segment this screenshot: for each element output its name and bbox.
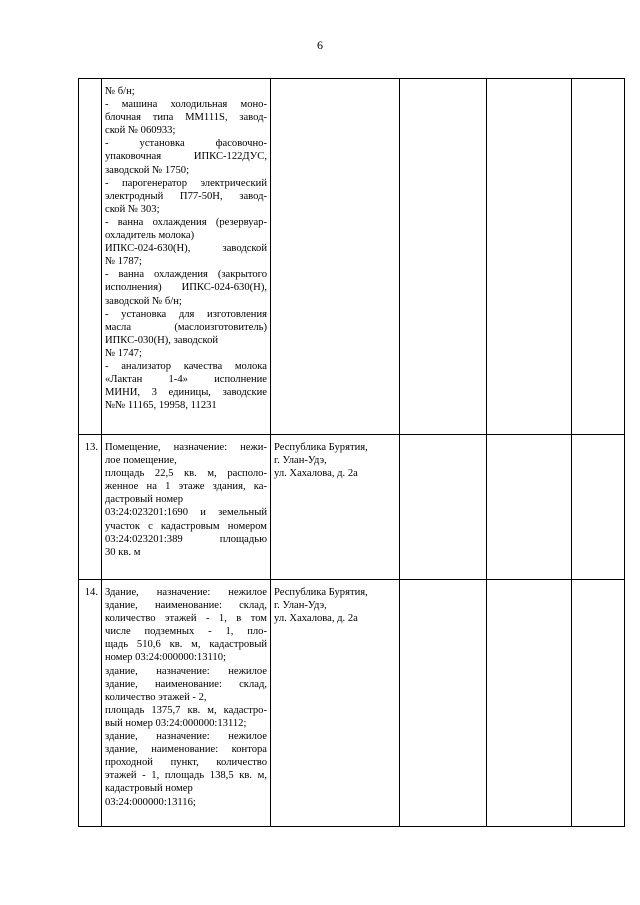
row-number: 13.	[84, 442, 98, 453]
description-line: заводской № б/н;	[105, 295, 182, 307]
description-line: площадь 1375,7 кв. м, кадастро-	[105, 704, 267, 716]
description-line: №№ 11165, 19958, 11231	[105, 400, 217, 412]
description-line: - ванна охлаждения (закрытого	[105, 269, 267, 281]
address-line: Республика Бурятия,	[274, 587, 368, 598]
empty-cell-c	[572, 79, 625, 435]
description-line: электродный П77-50Н, завод-	[105, 190, 267, 202]
empty-cell-a	[400, 79, 487, 435]
description-line: ской № 060933;	[105, 125, 176, 137]
row-number: 14.	[84, 587, 98, 598]
table-row	[79, 435, 625, 580]
table-row	[79, 580, 625, 827]
empty-cell-b	[487, 79, 572, 435]
address-line: ул. Хахалова, д. 2а	[274, 613, 358, 625]
description-line: здание, наименование: склад,	[105, 678, 267, 690]
description-line: участок с кадастровым номером	[105, 520, 267, 532]
empty-cell-b	[487, 580, 572, 827]
row-number-cell	[79, 79, 102, 435]
empty-cell-a	[400, 580, 487, 827]
description-line: - парогенератор электрический	[105, 177, 267, 189]
description-line: - установка для изготовления	[105, 308, 267, 320]
address-line: Республика Бурятия,	[274, 442, 368, 453]
description-line: кадастровый номер	[105, 783, 193, 795]
page-number: 6	[317, 38, 323, 52]
table-row	[79, 79, 625, 435]
description-line: здание, наименование: контора	[105, 744, 267, 756]
description-line: числе подземных - 1, пло-	[105, 626, 267, 638]
description-line: Здание, назначение: нежилое	[105, 587, 267, 598]
address-cell	[271, 79, 400, 435]
description-line: заводской № 1750;	[105, 164, 190, 176]
description-line: исполнения) ИПКС-024-630(Н),	[105, 282, 267, 294]
description-line: 03:24:023201:389 площадью	[105, 533, 267, 545]
description-line: - анализатор качества молока	[105, 360, 267, 372]
empty-cell-c	[572, 580, 625, 827]
object-description-cell	[102, 79, 271, 435]
address-line: ул. Хахалова, д. 2а	[274, 468, 358, 480]
address-line: г. Улан-Удэ,	[274, 600, 327, 612]
description-line: номер 03:24:000000:13110;	[105, 652, 226, 664]
description-line: «Лактан 1-4» исполнение	[105, 374, 267, 386]
empty-cell-a	[400, 435, 487, 580]
description-line: ИПКС-024-630(Н), заводской	[105, 243, 267, 255]
description-line: здание, наименование: склад,	[105, 600, 267, 612]
address-cell	[271, 580, 400, 827]
description-line: ской № 303;	[105, 203, 160, 215]
description-line: дастровый номер	[105, 494, 184, 506]
object-description-cell	[102, 435, 271, 580]
description-line: - ванна охлаждения (резервуар-	[105, 216, 267, 228]
description-line: МИНИ, 3 единицы, заводские	[105, 387, 267, 399]
address-cell	[271, 435, 400, 580]
description-line: охладитель молока)	[105, 230, 195, 242]
description-line: 03:24:000000:13116;	[105, 796, 196, 808]
description-line: - машина холодильная моно-	[105, 99, 267, 111]
object-description-cell	[102, 580, 271, 827]
description-line: № 1787;	[105, 256, 142, 268]
description-line: этажей - 1, площадь 138,5 кв. м,	[105, 770, 267, 782]
description-line: здание, назначение: нежилое	[105, 731, 267, 743]
description-line: Помещение, назначение: нежи-	[105, 442, 267, 453]
description-line: упаковочная ИПКС-122ДУС,	[105, 151, 267, 163]
description-line: здание, назначение: нежилое	[105, 665, 267, 677]
description-line: масла (маслоизготовитель)	[105, 321, 267, 333]
description-line: женное на 1 этаже здания, ка-	[105, 481, 267, 493]
description-line: лое помещение,	[105, 455, 177, 467]
empty-cell-c	[572, 435, 625, 580]
description-line: количество этажей - 2,	[105, 691, 207, 703]
registry-table-body	[79, 79, 625, 827]
description-line: проходной пункт, количество	[105, 757, 267, 769]
property-registry-table	[78, 78, 625, 827]
address-line: г. Улан-Удэ,	[274, 455, 327, 467]
description-line: площадь 22,5 кв. м, располо-	[105, 468, 267, 480]
description-line: блочная типа ММ111S, завод-	[105, 112, 267, 124]
description-line: количество этажей - 1, в том	[105, 613, 267, 625]
row-number-cell	[79, 580, 102, 827]
description-line: № б/н;	[105, 86, 135, 97]
description-line: вый номер 03:24:000000:13112;	[105, 717, 247, 729]
description-line: 03:24:023201:1690 и земельный	[105, 507, 267, 519]
description-line: - установка фасовочно-	[105, 138, 267, 150]
empty-cell-b	[487, 435, 572, 580]
description-line: 30 кв. м	[105, 546, 141, 558]
description-line: щадь 510,6 кв. м, кадастровый	[105, 639, 267, 651]
row-number-cell	[79, 435, 102, 580]
description-line: ИПКС-030(Н), заводской	[105, 334, 219, 346]
description-line: № 1747;	[105, 347, 142, 359]
